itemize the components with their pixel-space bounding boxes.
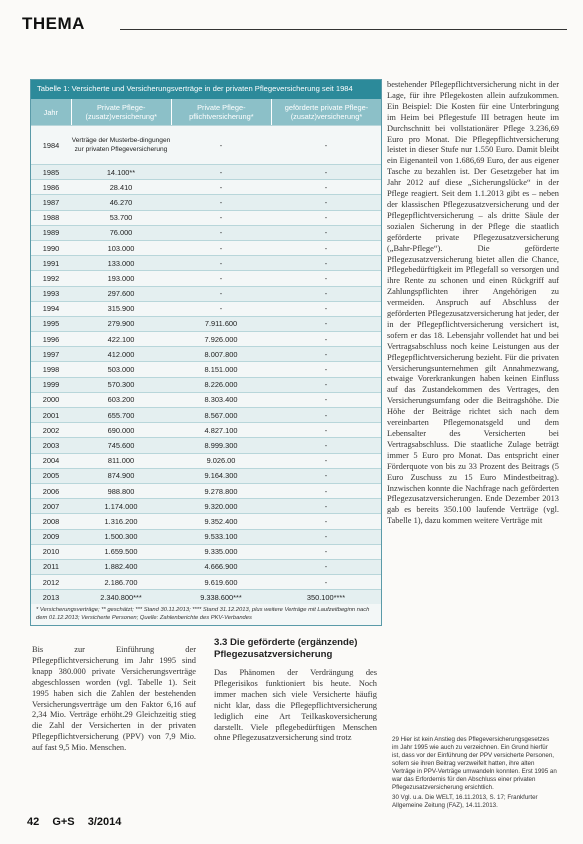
table-row (31, 301, 381, 316)
table-cell: 9.335.000 (204, 547, 238, 557)
table-cell: - (219, 304, 223, 314)
table-cell: 9.352.400 (204, 516, 238, 526)
table-row (31, 483, 381, 498)
table-cell: 412.000 (107, 349, 135, 359)
middle-column-text: Das Phänomen der Verdrängung des Pflegerisikos funktioniert bis heute. Noch immer machen sich viele Versicherte häufig nicht klar, dass die Pflegepflichtversicherung lediglich eine Art Teilkaskoversicherung darstellt. Viele pflegebedürftigen Menschen ohne Pflegezusatzversicherung sind trotz (214, 668, 377, 743)
table-cell: 1995 (42, 319, 60, 329)
table-cell: 53.700 (109, 213, 133, 223)
table-cell: - (324, 425, 328, 435)
table-cell: - (324, 289, 328, 299)
table-cell: 745.600 (107, 440, 135, 450)
table-cell: 1.659.500 (104, 547, 138, 557)
table-cell: 9.320.000 (204, 501, 238, 511)
table-cell: - (219, 258, 223, 268)
table-cell: - (219, 273, 223, 283)
table-cell: - (219, 213, 223, 223)
table-cell: 315.900 (107, 304, 135, 314)
table-cell: 350.100**** (306, 592, 346, 602)
table-cell: 9.619.600 (204, 577, 238, 587)
data-table (30, 79, 382, 626)
table-cell: 2001 (42, 410, 60, 420)
table-cell: 2008 (42, 516, 60, 526)
table-cell: 9.278.800 (204, 486, 238, 496)
col-header-private-mandatory: Private Pflege-pflichtversicherung* (172, 99, 272, 125)
page-footer (27, 816, 131, 828)
table-cell: - (324, 395, 328, 405)
table-row (31, 422, 381, 437)
table-cell: - (324, 577, 328, 587)
table-cell: 2007 (42, 501, 60, 511)
table-row (31, 529, 381, 544)
table-row (31, 316, 381, 331)
table-cell: 2000 (42, 395, 60, 405)
table-row (31, 361, 381, 376)
table-cell: 279.900 (107, 319, 135, 329)
table-cell: - (324, 471, 328, 481)
table-row (31, 453, 381, 468)
table-cell: 1986 (42, 182, 60, 192)
table-cell: - (324, 197, 328, 207)
table-row (31, 240, 381, 255)
table-row (31, 194, 381, 209)
table-cell: 7.911.600 (204, 319, 238, 329)
table-cell: 811.000 (107, 456, 135, 466)
table-row (31, 392, 381, 407)
page-number: 42 (27, 816, 40, 828)
table-cell: - (324, 258, 328, 268)
table-row (31, 179, 381, 194)
table-cell: - (324, 349, 328, 359)
table-cell: 422.100 (107, 334, 135, 344)
table-cell: 1999 (42, 380, 60, 390)
table-cell: - (324, 456, 328, 466)
table-cell: 1992 (42, 273, 60, 283)
table-cell: 28.410 (109, 182, 133, 192)
table-cell: 1.174.000 (104, 501, 138, 511)
table-cell: 1.882.400 (104, 562, 138, 572)
right-column-text: bestehender Pflegepflichtversicherung nicht in der Lage, für ihre Pflegekosten allein aufzukommen. Ein Beispiel: Die Kosten für eine Unterbringung im Heim bei Pflegestufe III betragen heute im Durchschnitt bei vollstationärer Pflege 3.236,69 Euro pro Monat. Die Pflegepflichtversicherung leistet in dieser Stufe nur 1.550 Euro. Damit bleibt ein Eigenanteil von 1.686,69 Euro, der aus eigener Tasche zu bezahlen ist. Der Gesetzgeber hat im Jahr 2012 auf diese „Sicherungslücke“ in der Pflege reagiert. Seit dem 1.1.2013 gibt es – neben der klassischen Pflegezusatzversicherung und der Pflegepflichtversicherung – als dritte Säule der sozialen Sicherung in der Pflege die staatlich geförderte private Pflegezusatzversicherung („Bahr-Pflege“). Die geförderte Pflegezusatzversicherung bietet allen die Chance, Pflegebedürftigkeit im Pflegefall so versorgen und ihre Rente zu schonen und einen Rückgriff auf Zahlungspflichten ihrer Angehörigen zu vermeiden. Anspruch auf Abschluss der geförderten Pflegezusatzversicherung hat jeder, der in der Pflegepflichtversicherung versichert ist, sofern er das 18. Lebensjahr vollendet hat und bei Vertragsabschluss noch keine Leistungen aus der Pflegepflichtversicherung bezieht. Für die privaten Versicherungsunternehmen gilt Annahmezwang, etwaige Vorerkrankungen haben keinen Einfluss auf das Zustandekommen des Vertrages, den Versicherungsumfang oder die Beitragshöhe. Die Höhe der Beiträge richtet sich nach dem vereinbarten Pflegemonatsgeld und dem Lebensalter des Versicherten bei Vertragsabschluss. Die staatliche Zulage beträgt immer 5 Euro pro Monat. Das entspricht einer Förderquote von bis zu 33 Prozent des Beitrags (5 Euro Zuschuss zu 15 Euro Mindestbeitrag). Inzwischen konnte die Nachfrage nach geförderten Pflegezusatzversicherungen. Ende Dezember 2013 gab es bereits 350.100 laufende Verträge (vgl. Tabelle 1), dazu kommen weitere Verträge mit (387, 80, 559, 526)
table-cell: - (219, 140, 223, 150)
table-cell: - (324, 319, 328, 329)
table-cell: 133.000 (107, 258, 135, 268)
table-cell: 2002 (42, 425, 60, 435)
table-cell: 2004 (42, 456, 60, 466)
section-title: THEMA (22, 14, 85, 33)
table-cell: - (324, 243, 328, 253)
table-cell: 1994 (42, 304, 60, 314)
table-cell: 46.270 (109, 197, 133, 207)
col-header-private-supplementary: Private Pflege-(zusatz)versicherung* (72, 99, 172, 125)
table-footnote: * Versicherungsverträge; ** geschätzt; *** Stand 30.11.2013; **** Stand 31.12.2013, plus weitere Verträge mit Laufzeitbeginn nach dem 01.12.2013; Versicherte Personen; Quelle: Zahlenberichte des PKV-Verbandes (31, 604, 381, 625)
table-cell: - (324, 501, 328, 511)
section-heading: 3.3 Die geförderte (ergänzende) Pflegezusatzversicherung (214, 637, 358, 660)
table-row (31, 331, 381, 346)
table-cell: 9.338.600*** (200, 592, 242, 602)
table-caption: Tabelle 1: Versicherte und Versicherungsverträge in der privaten Pflegeversicherung seit 1984 (31, 80, 381, 99)
table-cell: 1987 (42, 197, 60, 207)
table-row (31, 346, 381, 361)
table-row (31, 468, 381, 483)
masthead (22, 14, 567, 36)
table-cell: 8.999.300 (204, 440, 238, 450)
table-cell: 7.926.000 (204, 334, 238, 344)
table-cell: Verträge der Musterbe-dingungen zur privaten Pflegeversicherung (71, 137, 171, 153)
table-row (31, 125, 381, 164)
table-cell: 4.666.900 (204, 562, 238, 572)
table-cell: - (324, 440, 328, 450)
journal-name: G+S (52, 816, 75, 828)
table-cell: - (219, 228, 223, 238)
table-cell: 8.007.800 (204, 349, 238, 359)
table-row (31, 164, 381, 179)
table-cell: 103.000 (107, 243, 135, 253)
table-cell: 1996 (42, 334, 60, 344)
table-cell: 988.800 (107, 486, 135, 496)
table-cell: - (324, 304, 328, 314)
table-cell: 2012 (42, 577, 60, 587)
table-row (31, 589, 381, 604)
table-cell: 1985 (42, 167, 60, 177)
table-row (31, 513, 381, 528)
table-cell: - (219, 167, 223, 177)
table-row (31, 270, 381, 285)
table-cell: 2009 (42, 532, 60, 542)
table-cell: 8.303.400 (204, 395, 238, 405)
table-cell: 2006 (42, 486, 60, 496)
table-row (31, 225, 381, 240)
table-cell: - (324, 547, 328, 557)
table-cell: 8.226.000 (204, 380, 238, 390)
col-header-subsidized: geförderte private Pflege-(zusatz)versicherung* (284, 103, 369, 121)
table-cell: - (324, 410, 328, 420)
table-cell: - (219, 197, 223, 207)
table-cell: - (324, 213, 328, 223)
table-cell: 503.000 (107, 365, 135, 375)
table-cell: - (324, 516, 328, 526)
table-cell: 2.186.700 (104, 577, 138, 587)
table-cell: 297.600 (107, 289, 135, 299)
table-cell: 874.900 (107, 471, 135, 481)
table-cell: - (324, 532, 328, 542)
footnotes (392, 736, 557, 812)
issue-number: 3/2014 (87, 816, 122, 828)
table-cell: 193.000 (107, 273, 135, 283)
left-column-text: Bis zur Einführung der Pflegepflichtversicherung im Jahr 1995 sind knapp 380.000 private Versicherungsverträge abgeschlossen worden (vgl. Tabelle 1). Seit 1995 haben sich die Zahlen der bestehenden Versicherungsverträge um den Faktor 6,16 auf 2,34 Mio. Verträge erhöht.29 Gleichzeitig stieg die Zahl der Versicherten in der privaten Pflegepflichtversicherung (PPV) von 7,9 Mio. auf fast 9,5 Mio. Menschen. (32, 645, 196, 753)
table-cell: 1991 (42, 258, 60, 268)
header-rule (120, 29, 567, 30)
table-cell: 2.340.800*** (100, 592, 142, 602)
table-cell: - (324, 167, 328, 177)
table-cell: 655.700 (107, 410, 135, 420)
table-cell: 1984 (42, 140, 60, 150)
table-cell: 8.151.000 (204, 365, 238, 375)
table-cell: - (324, 380, 328, 390)
table-cell: - (219, 289, 223, 299)
table-cell: 9.533.100 (204, 532, 238, 542)
table-row (31, 437, 381, 452)
table-cell: - (219, 243, 223, 253)
table-header (31, 99, 381, 125)
table-cell: 4.827.100 (204, 425, 238, 435)
table-cell: 1990 (42, 243, 60, 253)
table-cell: - (324, 334, 328, 344)
table-row (31, 210, 381, 225)
table-cell: 690.000 (107, 425, 135, 435)
table-row (31, 377, 381, 392)
col-header-year: Jahr (31, 99, 72, 125)
table-cell: 9.026.00 (206, 456, 236, 466)
table-cell: 2013 (42, 592, 60, 602)
table-cell: - (324, 182, 328, 192)
table-cell: 1988 (42, 213, 60, 223)
table-cell: 2003 (42, 440, 60, 450)
table-cell: - (324, 273, 328, 283)
table-cell: 570.300 (107, 380, 135, 390)
table-cell: 1.316.200 (104, 516, 138, 526)
table-cell: - (324, 486, 328, 496)
table-cell: 76.000 (109, 228, 133, 238)
table-cell: 9.164.300 (204, 471, 238, 481)
table-cell: 8.567.000 (204, 410, 238, 420)
table-cell: - (324, 228, 328, 238)
table-cell: 1.500.300 (104, 532, 138, 542)
table-row (31, 544, 381, 559)
table-cell: 2011 (43, 562, 59, 572)
table-cell: 1997 (42, 349, 60, 359)
table-cell: - (324, 365, 328, 375)
table-body (31, 125, 381, 604)
table-cell: - (324, 562, 328, 572)
footnote-29: 29 Hier ist kein Anstieg des Pflegeversicherungsgesetzes im Jahr 1995 wie auch zu verzeichnen. Ein Grund hierfür ist, dass vor der Einführung der PPV versicherte Personen, sofern sie ihren Beitrag verzweifelt hatten, ihre alten Verträge in PPV-Verträge umwandeln konnten. Erst 1995 an war das Erfordernis für den Abschluss einer privaten Pflegezusatzversicherung ersichtlich. (392, 736, 557, 791)
table-cell: 2010 (42, 547, 60, 557)
table-cell: 1989 (42, 228, 60, 238)
table-cell: 14.100** (106, 167, 136, 177)
table-cell: - (324, 140, 328, 150)
table-cell: 603.200 (107, 395, 135, 405)
table-row (31, 407, 381, 422)
table-row (31, 574, 381, 589)
table-row (31, 286, 381, 301)
table-cell: 1998 (42, 365, 60, 375)
table-row (31, 559, 381, 574)
table-row (31, 255, 381, 270)
table-cell: 2005 (42, 471, 60, 481)
table-cell: - (219, 182, 223, 192)
footnote-30: 30 Vgl. u.a. Die WELT, 16.11.2013, S. 17; Frankfurter Allgemeine Zeitung (FAZ), 14.11.2013. (392, 794, 538, 809)
table-cell: 1993 (42, 289, 60, 299)
table-row (31, 498, 381, 513)
